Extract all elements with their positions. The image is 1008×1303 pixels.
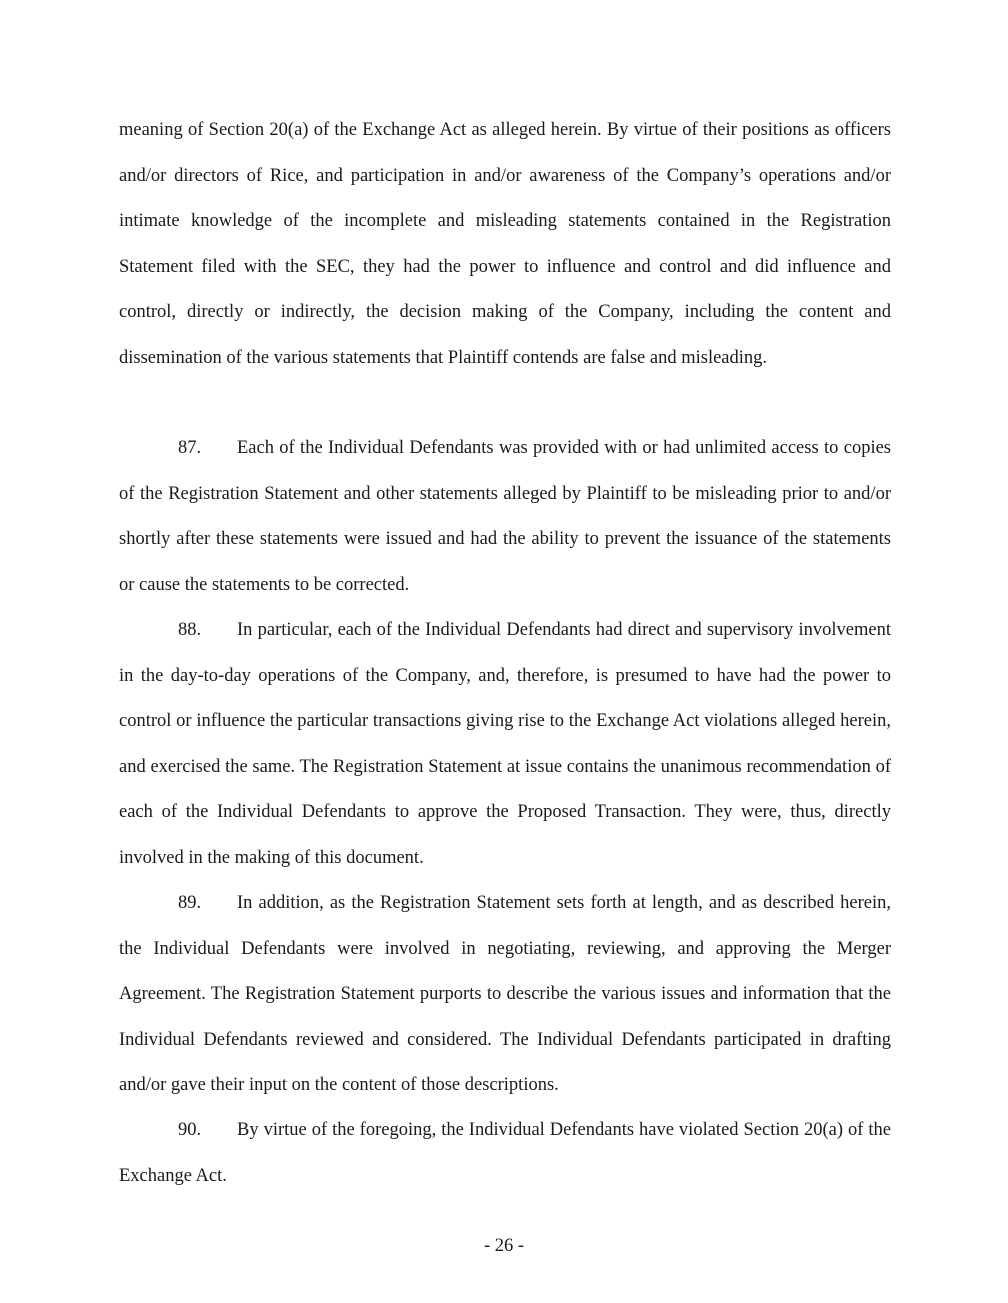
paragraph-text: In particular, each of the Individual Defendants had direct and supervisory involvement in the day-to-day operations of the Company, and, therefore, is presumed to have had the power to control or influence the particular transactions giving rise to the Exchange Act violations alleged herein, and exercised the same. The Registration Statement at issue contains the unanimous recommendation of each of the Individual Defendants to approve the Proposed Transaction. They were, thus, directly involved in the making of this document. [119,620,891,868]
paragraph-number: 89. [178,893,202,913]
page-number: - 26 - [483,1236,525,1256]
paragraph-number: 87. [178,438,202,458]
paragraph-number: 90. [178,1120,202,1140]
paragraph-90 [119,1108,891,1199]
continuation-paragraph: meaning of Section 20(a) of the Exchange Act as alleged herein. By virtue of their positions as officers and/or directors of Rice, and participation in and/or awareness of the Company’s operations and/or intimate knowledge of the incomplete and misleading statements contained in the Registration Statement filed with the SEC, they had the power to influence and control and did influence and control, directly or indirectly, the decision making of the Company, including the content and dissemination of the various statements that Plaintiff contends are false and misleading. [119,120,891,368]
paragraph-87 [119,426,891,608]
paragraph-text: By virtue of the foregoing, the Individual Defendants have violated Section 20(a) of the Exchange Act. [119,1120,891,1186]
paragraph-89 [119,881,891,1109]
paragraph-number: 88. [178,620,202,640]
paragraph-text: In addition, as the Registration Statement sets forth at length, and as described herein, the Individual Defendants were involved in negotiating, reviewing, and approving the Merger Agreement. The Registration Statement purports to describe the various issues and information that the Individual Defendants reviewed and considered. The Individual Defendants participated in drafting and/or gave their input on the content of those descriptions. [119,893,891,1095]
paragraph-88 [119,608,891,881]
paragraph-text: Each of the Individual Defendants was provided with or had unlimited access to copies of the Registration Statement and other statements alleged by Plaintiff to be misleading prior to and/or shortly after these statements were issued and had the ability to prevent the issuance of the statements or cause the statements to be corrected. [119,438,891,595]
